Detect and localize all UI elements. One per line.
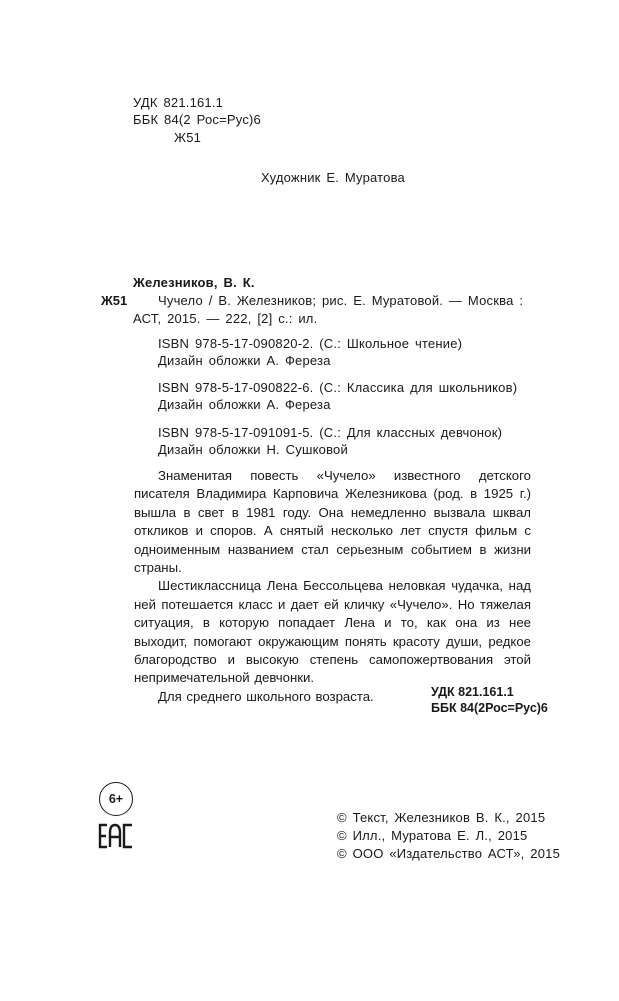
isbn-2: ISBN 978-5-17-090822-6. (С.: Классика для школьников) [158,380,518,395]
eac-icon [98,822,134,850]
annotation-paragraph-2: Шестиклассница Лена Бессольцева неловкая чудачка, над ней потешается класс и дает ей кличку «Чучело». Но тяжелая ситуация, в которую попадает Лена и то, как она из нее выходит, помогают окружающим понять красоту души, редкое благородство и высокую степень самопожертвования этой непримечательной девчонки. [134,578,531,686]
author-code-header: Ж51 [174,130,202,145]
bbk-footer: ББК 84(2Рос=Рус)6 [431,701,548,715]
age-rating-badge [99,782,133,816]
cover-design-1: Дизайн обложки А. Фереза [158,353,331,368]
copyright-illustrations: © Илл., Муратова Е. Л., 2015 [337,828,528,843]
udk-header: УДК 821.161.1 [133,95,224,110]
age-rating-label: 6+ [108,792,124,806]
copyright-text: © Текст, Железников В. К., 2015 [337,810,546,825]
catalog-description-line2: АСТ, 2015. — 222, [2] с.: ил. [133,311,318,326]
isbn-1: ISBN 978-5-17-090820-2. (С.: Школьное чтение) [158,336,463,351]
catalog-description-line1: Чучело / В. Железников; рис. Е. Муратовой. — Москва : [158,293,524,308]
artist-credit: Художник Е. Муратова [261,170,405,185]
eac-mark [98,822,134,855]
annotation-paragraph-1: Знаменитая повесть «Чучело» известного детского писателя Владимира Карповича Железникова (род. в 1925 г.) вышла в свет в 1981 году. Она немедленно вызвала шквал откликов и споров. А снятый несколько лет спустя фильм с одноименным названием стал серьезным событием в жизни страны. [134,468,531,576]
isbn-3: ISBN 978-5-17-091091-5. (С.: Для классных девчонок) [158,425,503,440]
cover-design-2: Дизайн обложки А. Фереза [158,397,331,412]
annotation [134,467,531,706]
catalog-author: Железников, В. К. [133,275,255,290]
catalog-author-code: Ж51 [101,293,128,308]
bbk-header: ББК 84(2 Рос=Рус)6 [133,112,261,127]
annotation-paragraph-3: Для среднего школьного возраста. [158,688,374,704]
copyright-publisher: © ООО «Издательство АСТ», 2015 [337,846,561,861]
udk-footer: УДК 821.161.1 [431,685,514,699]
cover-design-3: Дизайн обложки Н. Сушковой [158,442,348,457]
